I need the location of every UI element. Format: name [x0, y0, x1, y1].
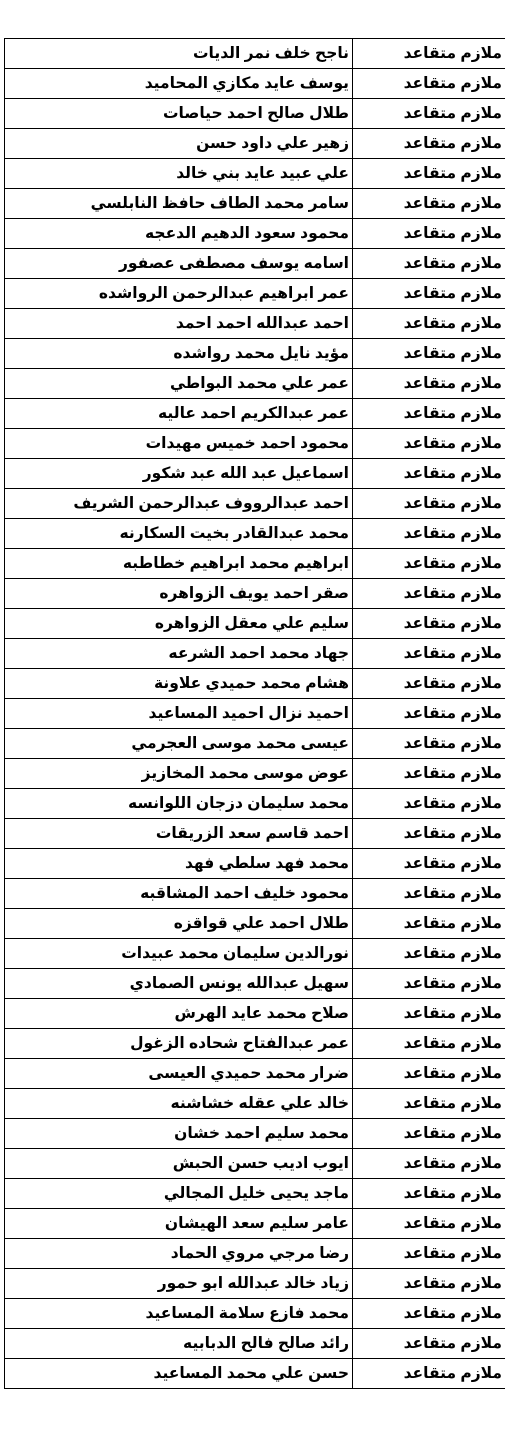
name-cell: نورالدين سليمان محمد عبيدات — [5, 939, 353, 969]
name-cell: اسامه يوسف مصطفى عصفور — [5, 249, 353, 279]
table-row — [0, 1179, 505, 1209]
row-edge-cell — [0, 459, 5, 489]
rank-cell: ملازم متقاعد — [353, 999, 505, 1029]
name-cell: ناجح خلف نمر الديات — [5, 39, 353, 69]
table-row — [0, 939, 505, 969]
row-edge-cell — [0, 39, 5, 69]
table-row — [0, 1149, 505, 1179]
rank-cell: ملازم متقاعد — [353, 69, 505, 99]
rank-cell: ملازم متقاعد — [353, 1059, 505, 1089]
name-cell: محمد سليمان دزجان اللوانسه — [5, 789, 353, 819]
rank-cell: ملازم متقاعد — [353, 819, 505, 849]
rank-cell: ملازم متقاعد — [353, 189, 505, 219]
row-edge-cell — [0, 609, 5, 639]
row-edge-cell — [0, 339, 5, 369]
name-cell: عمر عبدالفتاح شحاده الزغول — [5, 1029, 353, 1059]
row-edge-cell — [0, 399, 5, 429]
table-row — [0, 309, 505, 339]
row-edge-cell — [0, 909, 5, 939]
table-row — [0, 69, 505, 99]
row-edge-cell — [0, 939, 5, 969]
row-edge-cell — [0, 1269, 5, 1299]
table-row — [0, 729, 505, 759]
rank-cell: ملازم متقاعد — [353, 369, 505, 399]
row-edge-cell — [0, 759, 5, 789]
row-edge-cell — [0, 309, 5, 339]
rank-cell: ملازم متقاعد — [353, 939, 505, 969]
row-edge-cell — [0, 1329, 5, 1359]
rank-cell: ملازم متقاعد — [353, 879, 505, 909]
table-row — [0, 339, 505, 369]
table-row — [0, 279, 505, 309]
table-row — [0, 759, 505, 789]
row-edge-cell — [0, 849, 5, 879]
rank-cell: ملازم متقاعد — [353, 39, 505, 69]
rank-cell: ملازم متقاعد — [353, 1299, 505, 1329]
rank-cell: ملازم متقاعد — [353, 1239, 505, 1269]
name-cell: صلاح محمد عايد الهرش — [5, 999, 353, 1029]
row-edge-cell — [0, 249, 5, 279]
rank-cell: ملازم متقاعد — [353, 309, 505, 339]
table-row — [0, 1329, 505, 1359]
name-cell: عامر سليم سعد الهيشان — [5, 1209, 353, 1239]
table-row — [0, 39, 505, 69]
rank-cell: ملازم متقاعد — [353, 1179, 505, 1209]
rank-cell: ملازم متقاعد — [353, 1359, 505, 1389]
row-edge-cell — [0, 1119, 5, 1149]
table-row — [0, 99, 505, 129]
table-row — [0, 159, 505, 189]
row-edge-cell — [0, 729, 5, 759]
table-row — [0, 1359, 505, 1389]
name-cell: صقر احمد يويف الزواهره — [5, 579, 353, 609]
rank-cell: ملازم متقاعد — [353, 519, 505, 549]
row-edge-cell — [0, 999, 5, 1029]
rank-cell: ملازم متقاعد — [353, 1029, 505, 1059]
table-row — [0, 1209, 505, 1239]
table-row — [0, 519, 505, 549]
row-edge-cell — [0, 969, 5, 999]
table-row — [0, 1119, 505, 1149]
roster-sheet — [0, 38, 505, 1389]
name-cell: عيسى محمد موسى العجرمي — [5, 729, 353, 759]
row-edge-cell — [0, 489, 5, 519]
rank-cell: ملازم متقاعد — [353, 969, 505, 999]
rank-cell: ملازم متقاعد — [353, 1119, 505, 1149]
table-row — [0, 429, 505, 459]
table-row — [0, 819, 505, 849]
table-row — [0, 1029, 505, 1059]
rank-cell: ملازم متقاعد — [353, 1269, 505, 1299]
name-cell: خالد علي عقله خشاشنه — [5, 1089, 353, 1119]
name-cell: محمد فازع سلامة المساعيد — [5, 1299, 353, 1329]
table-row — [0, 909, 505, 939]
rank-cell: ملازم متقاعد — [353, 909, 505, 939]
name-cell: احمد قاسم سعد الزريقات — [5, 819, 353, 849]
row-edge-cell — [0, 279, 5, 309]
name-cell: محمود احمد خميس مهيدات — [5, 429, 353, 459]
table-row — [0, 1269, 505, 1299]
name-cell: ماجد يحيى خليل المجالي — [5, 1179, 353, 1209]
rank-cell: ملازم متقاعد — [353, 549, 505, 579]
row-edge-cell — [0, 669, 5, 699]
row-edge-cell — [0, 1359, 5, 1389]
name-cell: عمر ابراهيم عبدالرحمن الرواشده — [5, 279, 353, 309]
row-edge-cell — [0, 369, 5, 399]
table-row — [0, 489, 505, 519]
rank-cell: ملازم متقاعد — [353, 1149, 505, 1179]
rank-cell: ملازم متقاعد — [353, 639, 505, 669]
row-edge-cell — [0, 1149, 5, 1179]
name-cell: محمود سعود الدهيم الدعجه — [5, 219, 353, 249]
rank-cell: ملازم متقاعد — [353, 699, 505, 729]
rank-cell: ملازم متقاعد — [353, 759, 505, 789]
table-row — [0, 879, 505, 909]
rank-cell: ملازم متقاعد — [353, 849, 505, 879]
name-cell: يوسف عايد مكازي المحاميد — [5, 69, 353, 99]
table-row — [0, 219, 505, 249]
name-cell: طلال احمد علي قواقزه — [5, 909, 353, 939]
rank-cell: ملازم متقاعد — [353, 129, 505, 159]
row-edge-cell — [0, 99, 5, 129]
name-cell: جهاد محمد احمد الشرعه — [5, 639, 353, 669]
table-row — [0, 609, 505, 639]
table-row — [0, 999, 505, 1029]
name-cell: طلال صالح احمد حياصات — [5, 99, 353, 129]
name-cell: ابراهيم محمد ابراهيم خطاطبه — [5, 549, 353, 579]
row-edge-cell — [0, 69, 5, 99]
rank-cell: ملازم متقاعد — [353, 159, 505, 189]
table-row — [0, 549, 505, 579]
row-edge-cell — [0, 1179, 5, 1209]
row-edge-cell — [0, 789, 5, 819]
name-cell: سهيل عبدالله يونس الصمادي — [5, 969, 353, 999]
row-edge-cell — [0, 129, 5, 159]
rank-cell: ملازم متقاعد — [353, 729, 505, 759]
name-cell: هشام محمد حميدي علاونة — [5, 669, 353, 699]
rank-cell: ملازم متقاعد — [353, 1089, 505, 1119]
table-row — [0, 579, 505, 609]
table-row — [0, 1059, 505, 1089]
rank-cell: ملازم متقاعد — [353, 579, 505, 609]
name-cell: علي عبيد عايد بني خالد — [5, 159, 353, 189]
name-cell: زياد خالد عبدالله ابو حمور — [5, 1269, 353, 1299]
table-row — [0, 1239, 505, 1269]
rank-cell: ملازم متقاعد — [353, 339, 505, 369]
name-cell: احمد عبدالله احمد احمد — [5, 309, 353, 339]
table-row — [0, 129, 505, 159]
rank-cell: ملازم متقاعد — [353, 789, 505, 819]
table-row — [0, 399, 505, 429]
row-edge-cell — [0, 1089, 5, 1119]
rank-cell: ملازم متقاعد — [353, 429, 505, 459]
table-row — [0, 699, 505, 729]
table-row — [0, 1299, 505, 1329]
row-edge-cell — [0, 159, 5, 189]
name-cell: سليم علي معقل الزواهره — [5, 609, 353, 639]
name-cell: عمر عبدالكريم احمد عاليه — [5, 399, 353, 429]
row-edge-cell — [0, 699, 5, 729]
rank-cell: ملازم متقاعد — [353, 669, 505, 699]
name-cell: مؤيد نايل محمد رواشده — [5, 339, 353, 369]
name-cell: احمد عبدالرووف عبدالرحمن الشريف — [5, 489, 353, 519]
table-row — [0, 669, 505, 699]
table-row — [0, 189, 505, 219]
name-cell: محمد سليم احمد خشان — [5, 1119, 353, 1149]
name-cell: محمود خليف احمد المشاقبه — [5, 879, 353, 909]
table-row — [0, 459, 505, 489]
name-cell: محمد فهد سلطي فهد — [5, 849, 353, 879]
row-edge-cell — [0, 519, 5, 549]
row-edge-cell — [0, 549, 5, 579]
name-cell: احميد نزال احميد المساعيد — [5, 699, 353, 729]
table-row — [0, 969, 505, 999]
row-edge-cell — [0, 1029, 5, 1059]
row-edge-cell — [0, 639, 5, 669]
name-cell: ضرار محمد حميدي العيسى — [5, 1059, 353, 1089]
rank-cell: ملازم متقاعد — [353, 99, 505, 129]
rank-cell: ملازم متقاعد — [353, 219, 505, 249]
name-cell: عمر علي محمد البواطي — [5, 369, 353, 399]
row-edge-cell — [0, 189, 5, 219]
roster-table-body — [0, 39, 505, 1389]
name-cell: محمد عبدالقادر بخيت السكارنه — [5, 519, 353, 549]
name-cell: رضا مرجي مروي الحماد — [5, 1239, 353, 1269]
table-row — [0, 369, 505, 399]
rank-cell: ملازم متقاعد — [353, 459, 505, 489]
row-edge-cell — [0, 1299, 5, 1329]
row-edge-cell — [0, 1209, 5, 1239]
rank-cell: ملازم متقاعد — [353, 249, 505, 279]
table-row — [0, 249, 505, 279]
rank-cell: ملازم متقاعد — [353, 279, 505, 309]
table-row — [0, 789, 505, 819]
name-cell: رائد صالح فالح الدبابيه — [5, 1329, 353, 1359]
row-edge-cell — [0, 429, 5, 459]
rank-cell: ملازم متقاعد — [353, 399, 505, 429]
rank-cell: ملازم متقاعد — [353, 1209, 505, 1239]
name-cell: سامر محمد الطاف حافظ النابلسي — [5, 189, 353, 219]
name-cell: حسن علي محمد المساعيد — [5, 1359, 353, 1389]
table-row — [0, 849, 505, 879]
row-edge-cell — [0, 879, 5, 909]
name-cell: ايوب اديب حسن الحبش — [5, 1149, 353, 1179]
row-edge-cell — [0, 1239, 5, 1269]
roster-table — [0, 38, 505, 1389]
name-cell: اسماعيل عبد الله عبد شكور — [5, 459, 353, 489]
row-edge-cell — [0, 1059, 5, 1089]
name-cell: عوض موسى محمد المخازيز — [5, 759, 353, 789]
rank-cell: ملازم متقاعد — [353, 489, 505, 519]
name-cell: زهير علي داود حسن — [5, 129, 353, 159]
rank-cell: ملازم متقاعد — [353, 1329, 505, 1359]
row-edge-cell — [0, 819, 5, 849]
row-edge-cell — [0, 579, 5, 609]
table-row — [0, 639, 505, 669]
rank-cell: ملازم متقاعد — [353, 609, 505, 639]
row-edge-cell — [0, 219, 5, 249]
table-row — [0, 1089, 505, 1119]
